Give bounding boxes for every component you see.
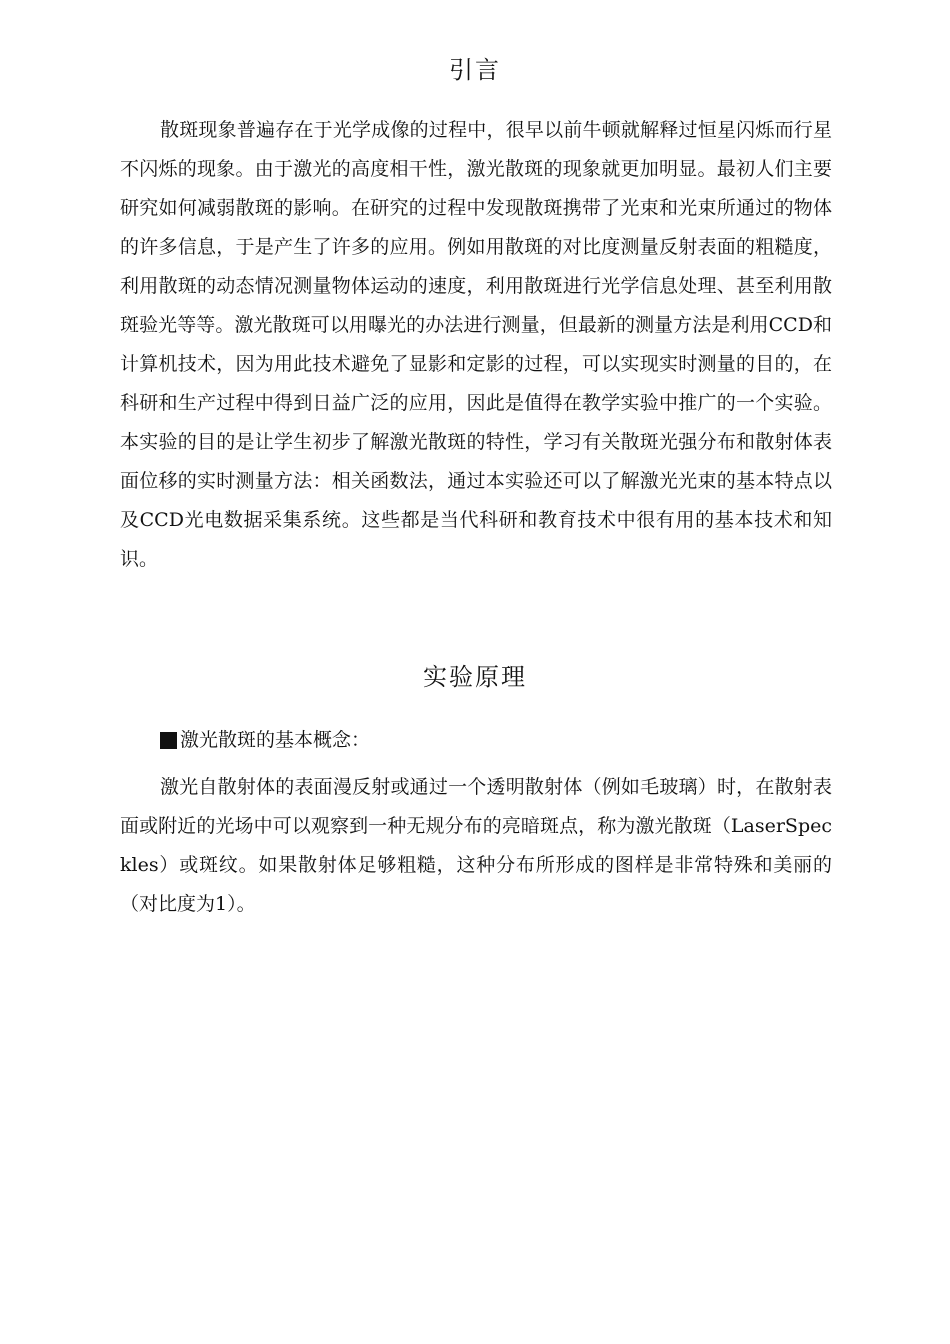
intro-heading: 引言: [449, 56, 501, 84]
intro-paragraph: 散斑现象普遍存在于光学成像的过程中，很早以前牛顿就解释过恒星闪烁而行星不闪烁的现象。由于激光的高度相干性，激光散斑的现象就更加明显。最初人们主要研究如何减弱散斑的影响。在研究的过程中发现散斑携带了光束和光束所通过的物体的许多信息，于是产生了许多的应用。例如用散斑的对比度测量反射表面的粗糙度，利用散斑的动态情况测量物体运动的速度，利用散斑进行光学信息处理、甚至利用散斑验光等等。激光散斑可以用曝光的办法进行测量，但最新的测量方法是利用CCD和计算机技术，因为用此技术避免了显影和定影的过程，可以实现实时测量的目的，在科研和生产过程中得到日益广泛的应用，因此是值得在教学实验中推广的一个实验。本实验的目的是让学生初步了解激光散斑的特性，学习有关散斑光强分布和散射体表面位移的实时测量方法：相关函数法，通过本实验还可以了解激光光束的基本特点以及CCD光电数据采集系统。这些都是当代科研和教育技术中很有用的基本技术和知识。: [120, 119, 832, 570]
speckle-definition-paragraph: 激光自散射体的表面漫反射或通过一个透明散射体（例如毛玻璃）时，在散射表面或附近的光场中可以观察到一种无规分布的亮暗斑点，称为激光散斑（LaserSpeckles）或斑纹。如果散射体足够粗糙，这种分布所形成的图样是非常特殊和美丽的（对比度为1）。: [120, 776, 832, 915]
square-bullet-icon: [160, 732, 177, 749]
concept-bullet-label: 激光散斑的基本概念：: [180, 729, 371, 751]
principle-heading: 实验原理: [423, 663, 527, 691]
concept-bullet: [160, 721, 370, 760]
